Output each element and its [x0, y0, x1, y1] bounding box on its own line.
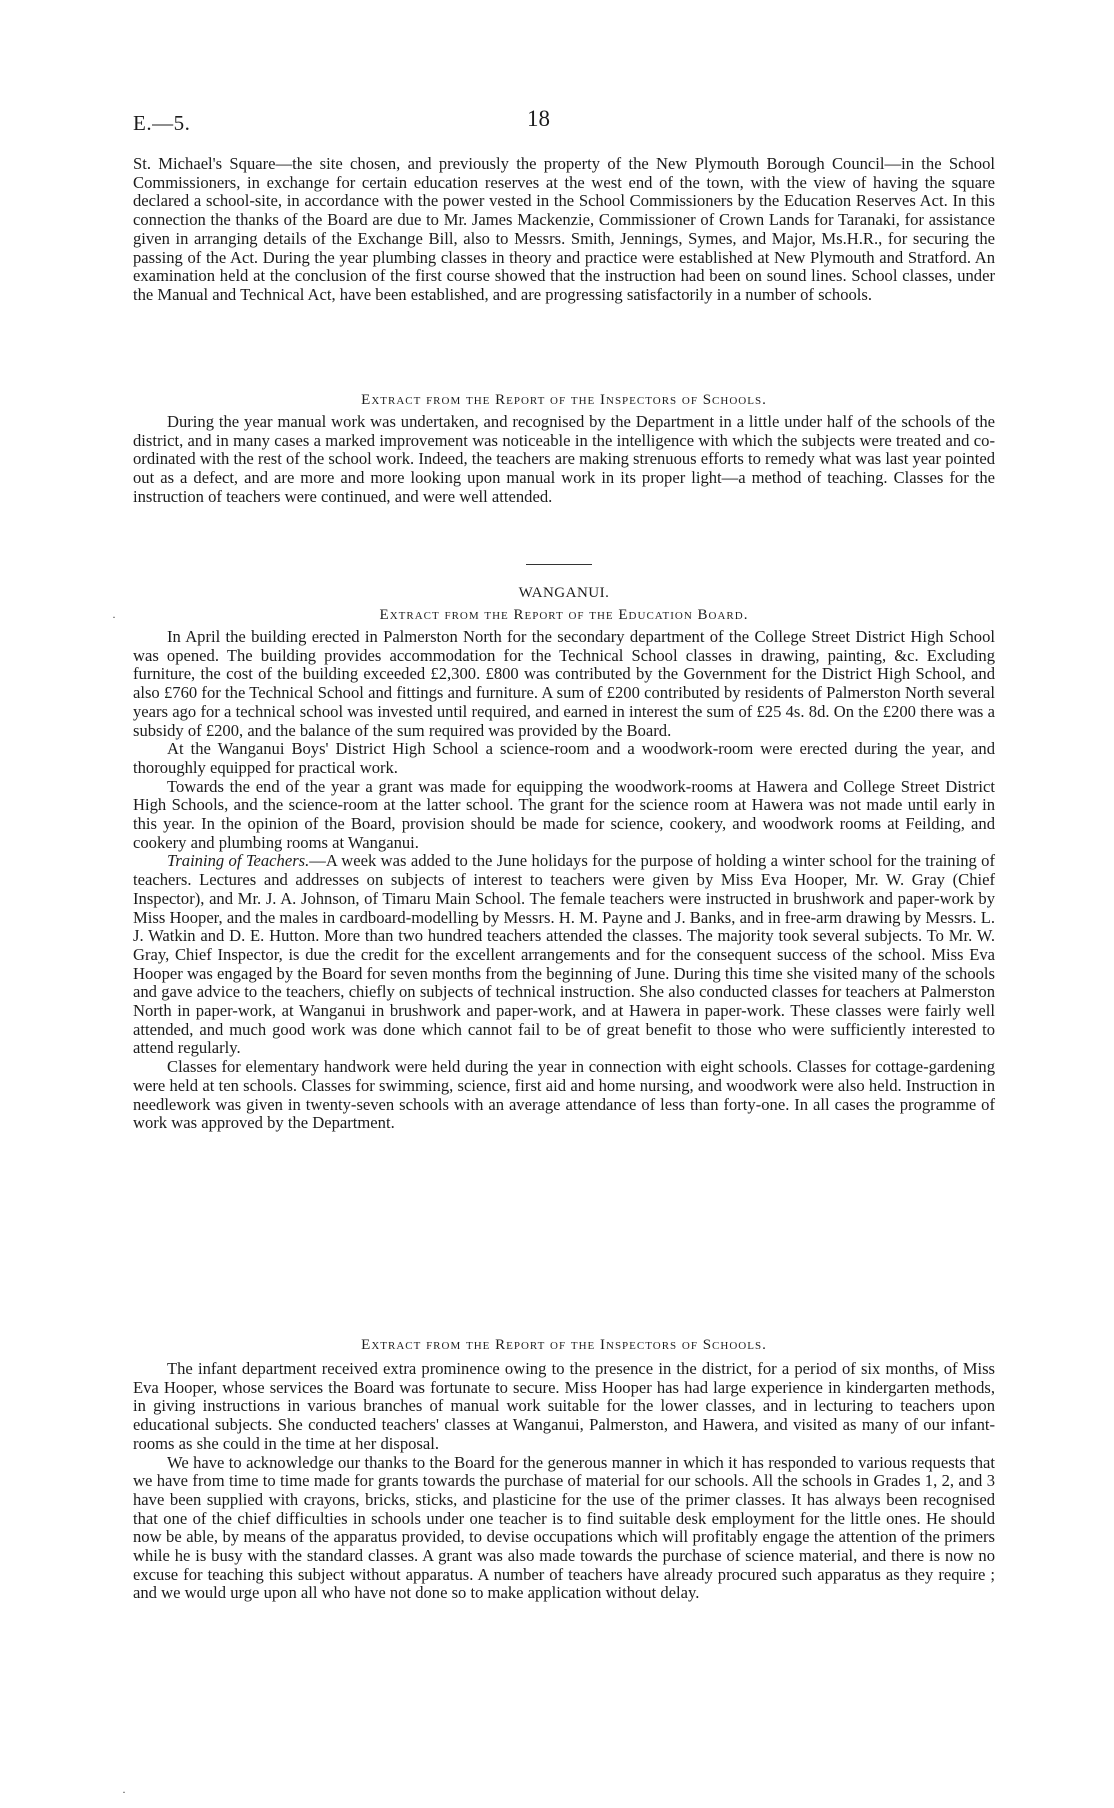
inspectors-report-2	[133, 1360, 995, 1603]
training-of-teachers-text: —A week was added to the June holidays for the purpose of holding a winter school for the training of teachers. Lectures and addresses on subjects of interest to teachers were given by Miss Eva Hooper, Mr. W. Gray (Chief Inspector), and Mr. J. A. Johnson, of Timaru Main School. The female teachers were instructed in brushwork and paper-work by Miss Hooper, and the males in cardboard-modelling by Messrs. H. M. Payne and J. Banks, and in free-arm drawing by Messrs. L. J. Watkin and D. E. Hutton. More than two hundred teachers attended the classes. The majority took several subjects. To Mr. W. Gray, Chief Inspector, is due the credit for the excellent arrangements and for the consequent success of the school. Miss Eva Hooper was engaged by the Board for seven months from the beginning of June. During this time she visited many of the schools and gave advice to the teachers, chiefly on subjects of technical instruction. She also conducted classes for teachers at Palmerston North in paper-work, at Wanganui in brushwork and paper-work, and at Hawera in paper-work. These classes were fairly well attended, and much good work was done which cannot fail to be of great benefit to those who were sufficiently interested to attend regularly.	[133, 851, 995, 1058]
section-heading-inspectors-1: Extract from the Report of the Inspectors of Schools.	[361, 392, 767, 408]
education-board-report	[133, 628, 995, 1133]
inspectors-report-2-paragraph-2: We have to acknowledge our thanks to the Board for the generous manner in which it has responded to various requests that we have from time to time made for grants towards the purchase of material for our schools. All the schools in Grades 1, 2, and 3 have been supplied with crayons, bricks, sticks, and plasticine for the use of the primer classes. It has always been recognised that one of the chief difficulties in schools under one teacher is to find suitable desk employment for the little ones. He should now be able, by means of the apparatus provided, to devise occupations which will profitably engage the attention of the primers while he is busy with the standard classes. A grant was also made towards the purchase of science material, and there is now no excuse for teaching this subject without apparatus. A number of teachers have already procured such apparatus as they require ; and we would urge upon all who have not done so to make application without delay.	[133, 1452, 995, 1603]
document-reference: E.—5.	[133, 111, 191, 135]
board-paragraph-5: Classes for elementary handwork were held during the year in connection with eight schools. Classes for cottage-gardening were held at ten schools. Classes for swimming, science, first aid and home nursing, and woodwork were also held. Instruction in needlework was given in twenty-seven schools with an average attendance of less than forty-one. In all cases the programme of work was approved by the Department.	[133, 1057, 995, 1133]
board-paragraph-1: In April the building erected in Palmerston North for the secondary department of the College Street District High School was opened. The building provides accommodation for the Technical School classes in drawing, painting, &c. Excluding furniture, the cost of the building exceeded £2,300. £800 was contributed by the Government for the District High School, and also £760 for the Technical School and fittings and furniture. A sum of £200 contributed by residents of Palmerston North several years ago for a technical school was invested until required, and earned in interest the sum of £25 4s. 8d. On the £200 there was a subsidy of £200, and the balance of the sum required was provided by the Board.	[133, 627, 995, 740]
opening-paragraph	[133, 155, 995, 305]
section-heading-inspectors-2: Extract from the Report of the Inspectors of Schools.	[361, 1337, 767, 1353]
board-paragraph-2: At the Wanganui Boys' District High School a science-room and a woodwork-room were erected during the year, and thoroughly equipped for practical work.	[133, 739, 995, 777]
board-paragraph-4	[133, 852, 995, 1058]
inspectors-report-2-paragraph-1: The infant department received extra prominence owing to the presence in the district, for a period of six months, of Miss Eva Hooper, whose services the Board was fortunate to secure. Miss Hooper has had large experience in kindergarten methods, in giving instructions in various branches of manual work suitable for the lower classes, and in lecturing to teachers upon educational subjects. She conducted teachers' classes at Wanganui, Palmerston, and Hawera, and visited as many of our infant-rooms as she could in the time at her disposal.	[133, 1359, 995, 1453]
margin-speck-bottom: ·	[122, 1785, 126, 1799]
district-title: WANGANUI.	[518, 585, 610, 601]
section-divider	[526, 564, 592, 565]
training-of-teachers-title: Training of Teachers.	[167, 851, 310, 871]
board-paragraph-3: Towards the end of the year a grant was made for equipping the woodwork-rooms at Hawera and College Street District High Schools, and the science-room at the latter school. The grant for the science room at Hawera was not made until early in this year. In the opinion of the Board, provision should be made for science, cookery, and woodwork rooms at Feilding, and cookery and plumbing rooms at Wanganui.	[133, 776, 995, 852]
opening-paragraph-text: St. Michael's Square—the site chosen, and previously the property of the New Plymouth Borough Council—in the School Commissioners, in exchange for certain education reserves at the west end of the town, with the view of having the square declared a school-site, in accordance with the power vested in the School Commissioners by the Education Reserves Act. In this connection the thanks of the Board are due to Mr. James Mackenzie, Commissioner of Crown Lands for Taranaki, for assistance given in arranging details of the Exchange Bill, also to Messrs. Smith, Jennings, Symes, and Major, Ms.H.R., for securing the passing of the Act. During the year plumbing classes in theory and practice were established at New Plymouth and Stratford. An examination held at the conclusion of the first course showed that the instruction had been on sound lines. School classes, under the Manual and Technical Act, have been established, and are progressing satisfactorily in a number of schools.	[133, 154, 995, 304]
section-heading-education-board: Extract from the Report of the Education Board.	[379, 607, 749, 623]
margin-speck: ·	[112, 610, 116, 624]
page-number: 18	[527, 106, 550, 131]
inspectors-report-1	[133, 413, 995, 507]
inspectors-report-1-paragraph: During the year manual work was undertaken, and recognised by the Department in a little under half of the schools of the district, and in many cases a marked improvement was noticeable in the intelligence with which the subjects were treated and co-ordinated with the rest of the school work. Indeed, the teachers are making strenuous efforts to remedy what was last year pointed out as a defect, and are more and more looking upon manual work in its proper light—a method of teaching. Classes for the instruction of teachers were continued, and were well attended.	[133, 412, 995, 506]
